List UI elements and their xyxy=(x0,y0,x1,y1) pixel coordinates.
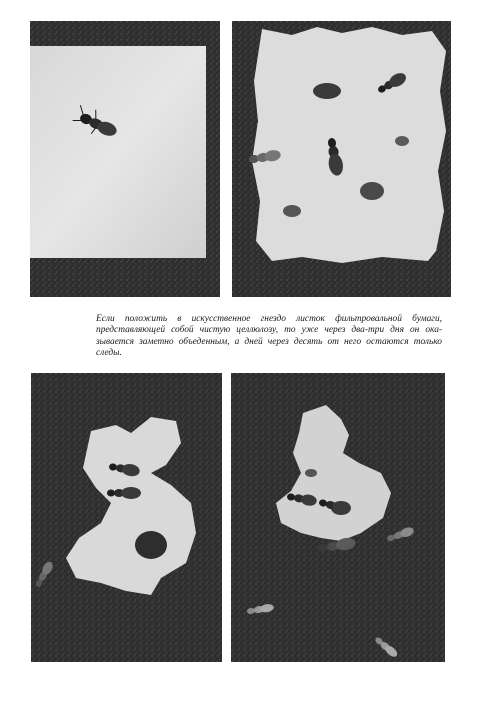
photo-1-illustration xyxy=(30,21,220,297)
photo-intact-filter-paper xyxy=(30,21,220,297)
chewed-hole xyxy=(395,136,409,146)
caption-line: зывается заметно объеденным, а дней через десять от него остаются только xyxy=(96,336,442,347)
chewed-hole xyxy=(305,469,317,477)
photo-heavily-eaten-paper xyxy=(31,373,222,662)
chewed-hole xyxy=(283,205,301,217)
photo-4-illustration xyxy=(231,373,445,662)
filter-paper-sheet xyxy=(30,46,206,258)
photo-partially-eaten-paper xyxy=(232,21,451,297)
photo-3-illustration xyxy=(31,373,222,662)
chewed-hole xyxy=(135,531,167,559)
caption-line: представляющей собой чистую целлюлозу, то уже через два-три дня он ока- xyxy=(96,325,442,336)
chewed-hole xyxy=(360,182,384,200)
photo-nearly-consumed-paper xyxy=(231,373,445,662)
figure-caption xyxy=(96,314,442,360)
eaten-paper-sheet xyxy=(252,27,446,263)
chewed-hole xyxy=(313,83,341,99)
photo-2-illustration xyxy=(232,21,451,297)
caption-line: следы. xyxy=(96,348,122,359)
caption-line: Если положить в искусственное гнездо листок фильтровальной бумаги, xyxy=(96,314,442,324)
